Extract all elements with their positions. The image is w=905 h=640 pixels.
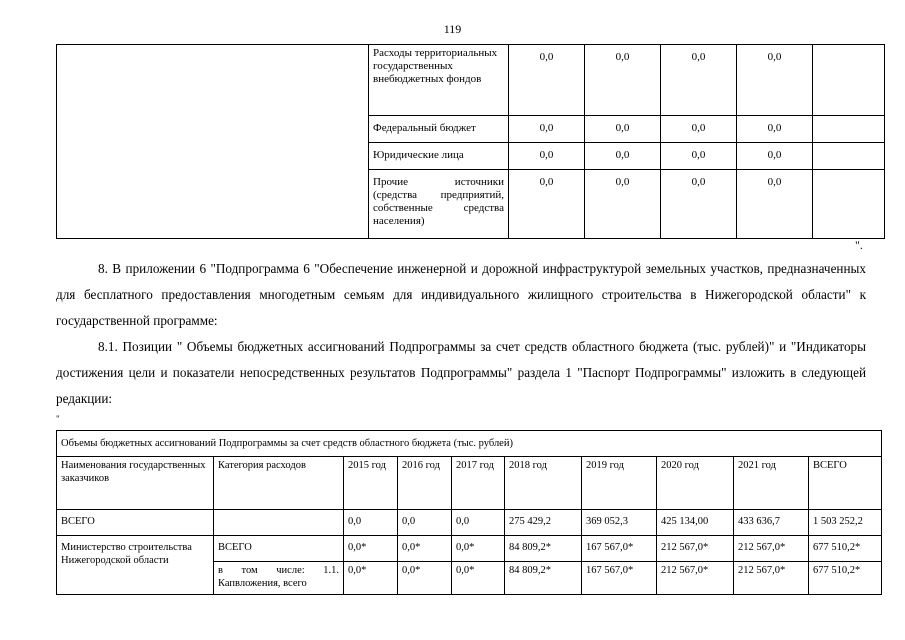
value-cell: 167 567,0* bbox=[582, 536, 657, 562]
value-cell: 0,0 bbox=[661, 143, 737, 170]
value-cell: 0,0* bbox=[452, 562, 505, 595]
value-cell: 0,0* bbox=[344, 536, 398, 562]
header-2018: 2018 год bbox=[505, 457, 582, 510]
empty-cell bbox=[57, 45, 369, 239]
row-label: Федеральный бюджет bbox=[369, 116, 509, 143]
value-cell: 0,0 bbox=[661, 170, 737, 239]
empty-cell bbox=[813, 143, 885, 170]
value-cell: 0,0 bbox=[585, 143, 661, 170]
value-cell: 0,0 bbox=[737, 170, 813, 239]
value-cell: 0,0* bbox=[398, 562, 452, 595]
table-row bbox=[57, 45, 885, 116]
header-2019: 2019 год bbox=[582, 457, 657, 510]
value-cell: 275 429,2 bbox=[505, 510, 582, 536]
value-cell: 0,0 bbox=[585, 170, 661, 239]
paragraph-8-text: 8. В приложении 6 "Подпрограмма 6 "Обеспечение инженерной и дорожной инфраструктурой земельных участков, предназначенных для бесплатного предоставления многодетным семьям для индивидуального жилищного строительства в Нижегородской области" к государственной программе: bbox=[56, 261, 866, 328]
header-category: Категория расходов bbox=[214, 457, 344, 510]
value-cell: 0,0 bbox=[585, 116, 661, 143]
value-cell: 0,0 bbox=[737, 143, 813, 170]
value-cell: 433 636,7 bbox=[734, 510, 809, 536]
value-cell: 677 510,2* bbox=[809, 536, 882, 562]
paragraph-8-1-text: 8.1. Позиции " Объемы бюджетных ассигнований Подпрограммы за счет средств областного бюджета (тыс. рублей)" и "Индикаторы достижения цели и показатели непосредственных результатов Подпрограммы" раздела 1 "Паспорт Подпрограммы" изложить в следующей редакции: bbox=[56, 339, 866, 406]
value-cell: 1 503 252,2 bbox=[809, 510, 882, 536]
top-table bbox=[56, 44, 885, 239]
value-cell: 84 809,2* bbox=[505, 536, 582, 562]
header-2015: 2015 год bbox=[344, 457, 398, 510]
row-label: ВСЕГО bbox=[57, 510, 214, 536]
customer-cell: Министерство строительства Нижегородской области bbox=[57, 536, 214, 595]
row-label: Расходы территориальных государственных внебюджетных фондов bbox=[369, 45, 509, 116]
value-cell: 0,0 bbox=[509, 170, 585, 239]
value-cell: 0,0 bbox=[398, 510, 452, 536]
empty-cell bbox=[813, 116, 885, 143]
paragraph-8 bbox=[56, 256, 866, 334]
value-cell: 0,0 bbox=[509, 45, 585, 116]
value-cell: 0,0 bbox=[585, 45, 661, 116]
category-cell: в том числе: 1.1. Капвложения, всего bbox=[214, 562, 344, 595]
value-cell: 425 134,00 bbox=[657, 510, 734, 536]
header-2016: 2016 год bbox=[398, 457, 452, 510]
value-cell: 212 567,0* bbox=[734, 562, 809, 595]
empty-cell bbox=[813, 170, 885, 239]
header-customer: Наименования государственных заказчиков bbox=[57, 457, 214, 510]
value-cell: 677 510,2* bbox=[809, 562, 882, 595]
budget-table bbox=[56, 430, 882, 595]
closing-quote: ". bbox=[855, 238, 863, 252]
value-cell: 0,0 bbox=[661, 45, 737, 116]
value-cell: 0,0* bbox=[398, 536, 452, 562]
value-cell: 369 052,3 bbox=[582, 510, 657, 536]
value-cell: 0,0* bbox=[344, 562, 398, 595]
value-cell: 212 567,0* bbox=[657, 536, 734, 562]
value-cell: 212 567,0* bbox=[734, 536, 809, 562]
value-cell: 0,0* bbox=[452, 536, 505, 562]
table-row-total bbox=[57, 510, 882, 536]
value-cell: 0,0 bbox=[737, 45, 813, 116]
header-2021: 2021 год bbox=[734, 457, 809, 510]
table-header-row bbox=[57, 457, 882, 510]
value-cell: 167 567,0* bbox=[582, 562, 657, 595]
paragraph-8-1 bbox=[56, 334, 866, 412]
page-number: 119 bbox=[443, 22, 462, 36]
value-cell: 84 809,2* bbox=[505, 562, 582, 595]
open-quote: " bbox=[56, 414, 60, 424]
header-2020: 2020 год bbox=[657, 457, 734, 510]
header-total: ВСЕГО bbox=[809, 457, 882, 510]
category-cell bbox=[214, 510, 344, 536]
row-label: Юридические лица bbox=[369, 143, 509, 170]
row-label: Прочие источники (средства предприятий, собственные средства населения) bbox=[369, 170, 509, 239]
value-cell: 0,0 bbox=[509, 143, 585, 170]
value-cell: 212 567,0* bbox=[657, 562, 734, 595]
value-cell: 0,0 bbox=[737, 116, 813, 143]
header-2017: 2017 год bbox=[452, 457, 505, 510]
value-cell: 0,0 bbox=[661, 116, 737, 143]
table-title-row bbox=[57, 431, 882, 457]
value-cell: 0,0 bbox=[452, 510, 505, 536]
value-cell: 0,0 bbox=[344, 510, 398, 536]
category-cell: ВСЕГО bbox=[214, 536, 344, 562]
empty-cell bbox=[813, 45, 885, 116]
table-title: Объемы бюджетных ассигнований Подпрограммы за счет средств областного бюджета (тыс. рублей) bbox=[57, 431, 882, 457]
value-cell: 0,0 bbox=[509, 116, 585, 143]
table-row bbox=[57, 536, 882, 562]
